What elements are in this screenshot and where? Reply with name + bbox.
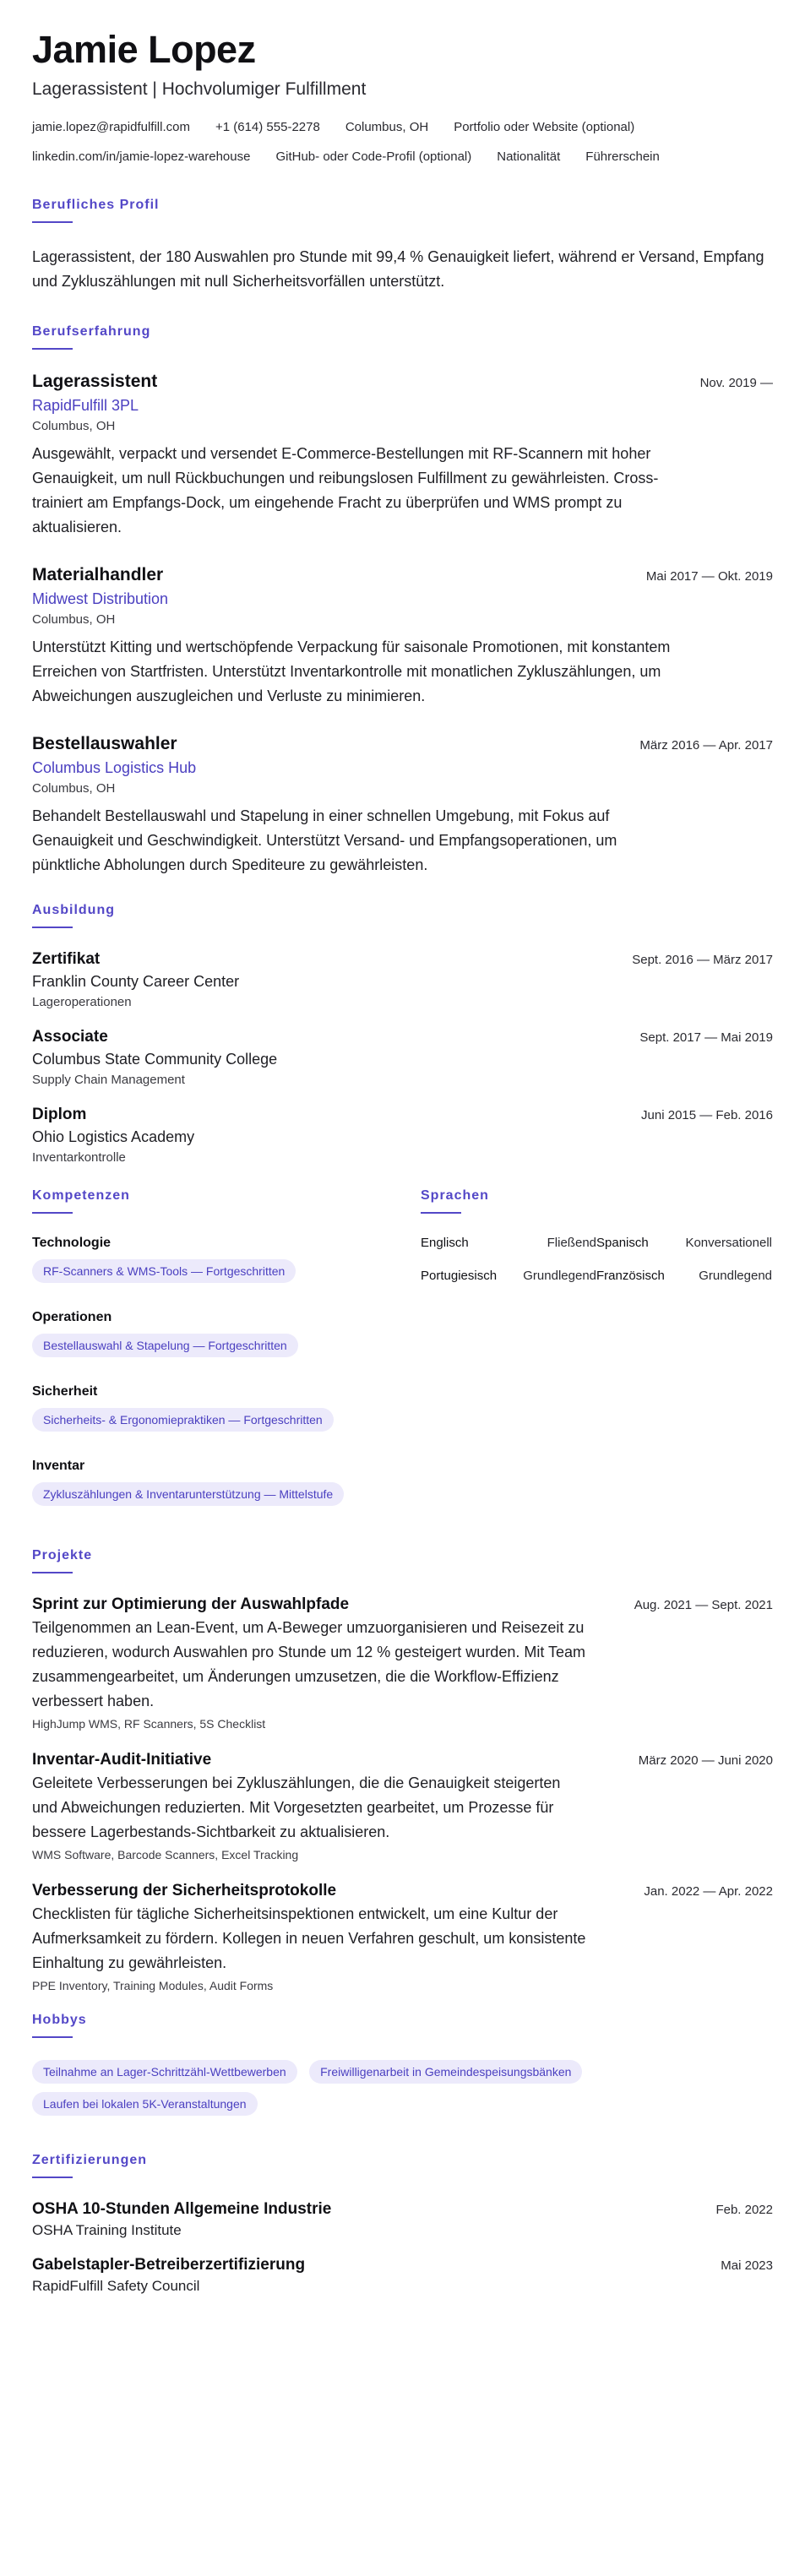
job-location: Columbus, OH <box>32 780 116 796</box>
language-item <box>421 1269 596 1283</box>
project-dates: Jan. 2022 — Apr. 2022 <box>644 1883 773 1899</box>
skill-pill: Bestellauswahl & Stapelung — Fortgeschritten <box>32 1334 298 1357</box>
education-item <box>32 1028 773 1087</box>
profile-section <box>32 198 773 294</box>
skill-category: Inventar <box>32 1458 85 1473</box>
contact-phone[interactable]: +1 (614) 555-2278 <box>215 119 320 134</box>
project-description: Checklisten für tägliche Sicherheitsinspektionen entwickelt, um eine Kultur der Aufmerksamkeit zu fördern. Kollegen in neuen Verfahren geschult, um konsistente Einhaltung zu gewährleisten. <box>32 1905 586 1971</box>
school-name: Ohio Logistics Academy <box>32 1128 195 1145</box>
degree: Associate <box>32 1027 108 1046</box>
education-dates: Sept. 2017 — Mai 2019 <box>639 1030 773 1045</box>
experience-item <box>32 372 773 540</box>
section-title: Kompetenzen <box>32 1187 130 1203</box>
project-dates: Aug. 2021 — Sept. 2021 <box>634 1597 773 1612</box>
experience-section <box>32 324 773 878</box>
school-name: Franklin County Career Center <box>32 972 240 990</box>
study-field: Inventarkontrolle <box>32 1149 126 1165</box>
profile-summary: Lagerassistent, der 180 Auswahlen pro Stunde mit 99,4 % Genauigkeit liefert, während er Versand, Empfang und Zykluszählungen mit null Sicherheitsvorfällen unterstützt. <box>32 247 764 290</box>
language-name: Portugiesisch <box>421 1268 498 1283</box>
study-field: Supply Chain Management <box>32 1072 185 1087</box>
degree: Zertifikat <box>32 949 101 968</box>
project-tools: WMS Software, Barcode Scanners, Excel Tracking <box>32 1847 299 1861</box>
skill-group <box>32 1384 421 1440</box>
hobby-pill: Teilnahme an Lager-Schrittzähl-Wettbewerben <box>32 2060 297 2084</box>
language-level: Konversationell <box>685 1235 772 1250</box>
skill-group <box>32 1310 421 1366</box>
section-title: Ausbildung <box>32 902 115 917</box>
project-name: Sprint zur Optimierung der Auswahlpfade <box>32 1595 350 1613</box>
skills-languages-row <box>32 1188 773 1533</box>
language-level: Grundlegend <box>523 1268 596 1283</box>
skill-category: Technologie <box>32 1235 112 1250</box>
language-item <box>596 1236 772 1250</box>
education-dates: Sept. 2016 — März 2017 <box>632 952 773 967</box>
education-dates: Juni 2015 — Feb. 2016 <box>641 1107 773 1122</box>
school-name: Columbus State Community College <box>32 1050 278 1068</box>
language-list <box>421 1236 773 1302</box>
certification-date: Feb. 2022 <box>715 2202 773 2217</box>
skill-category: Operationen <box>32 1309 112 1324</box>
section-divider <box>421 1212 461 1214</box>
job-location: Columbus, OH <box>32 418 116 433</box>
certification-item <box>32 2256 773 2295</box>
certification-name: Gabelstapler-Betreiberzertifizierung <box>32 2255 306 2274</box>
section-divider <box>32 1572 73 1573</box>
certification-name: OSHA 10-Stunden Allgemeine Industrie <box>32 2199 332 2218</box>
study-field: Lageroperationen <box>32 994 132 1009</box>
hobby-pill: Laufen bei lokalen 5K-Veranstaltungen <box>32 2092 258 2116</box>
certifications-section <box>32 2153 773 2295</box>
languages-section <box>421 1188 773 1533</box>
certification-issuer: RapidFulfill Safety Council <box>32 2277 200 2294</box>
section-title: Zertifizierungen <box>32 2152 148 2167</box>
contact-list <box>32 120 773 179</box>
section-divider <box>32 1212 73 1214</box>
contact-github[interactable]: GitHub- oder Code-Profil (optional) <box>275 149 472 164</box>
project-item <box>32 1595 773 1731</box>
certification-issuer: OSHA Training Institute <box>32 2221 182 2238</box>
job-dates: Mai 2017 — Okt. 2019 <box>645 568 773 584</box>
projects-section <box>32 1548 773 1992</box>
project-tools: HighJump WMS, RF Scanners, 5S Checklist <box>32 1716 266 1731</box>
resume-header <box>32 29 773 179</box>
section-title: Berufliches Profil <box>32 197 160 212</box>
skill-pill: Zykluszählungen & Inventarunterstützung — Mittelstufe <box>32 1482 344 1506</box>
section-divider <box>32 348 73 350</box>
section-title: Berufserfahrung <box>32 323 151 339</box>
skill-pill: RF-Scanners & WMS-Tools — Fortgeschritten <box>32 1259 296 1283</box>
skill-pill: Sicherheits- & Ergonomiepraktiken — Fortgeschritten <box>32 1408 334 1432</box>
job-description: Behandelt Bestellauswahl und Stapelung in einer schnellen Umgebung, mit Fokus auf Genauigkeit und Geschwindigkeit. Unterstützt Versand- und Empfangsoperationen, um pünktliche Abholungen durch Spediteure zu gewährleisten. <box>32 807 617 873</box>
skills-section <box>32 1188 421 1533</box>
certification-date: Mai 2023 <box>721 2258 773 2273</box>
project-description: Teilgenommen an Lean-Event, um A-Beweger umzuorganisieren und Reisezeit zu reduzieren, wodurch Auswahlen pro Stunde um 12 % gesteigert wurden. Mit Team zusammengearbeitet, um Änderungen umzusetzen, die die Workflow-Effizienz verbessert haben. <box>32 1618 586 1709</box>
contact-portfolio[interactable]: Portfolio oder Website (optional) <box>454 119 635 134</box>
contact-location: Columbus, OH <box>345 119 429 134</box>
experience-item <box>32 734 773 878</box>
language-name: Spanisch <box>596 1235 649 1250</box>
degree: Diplom <box>32 1105 87 1123</box>
language-name: Französisch <box>596 1268 665 1283</box>
skill-category: Sicherheit <box>32 1383 98 1399</box>
contact-linkedin[interactable]: linkedin.com/in/jamie-lopez-warehouse <box>32 149 251 164</box>
language-level: Fließend <box>547 1235 596 1250</box>
education-item <box>32 950 773 1009</box>
section-title: Hobbys <box>32 2012 87 2027</box>
section-divider <box>32 2177 73 2178</box>
hobby-pill: Freiwilligenarbeit in Gemeindespeisungsbänken <box>309 2060 582 2084</box>
skill-group <box>32 1236 421 1291</box>
section-title: Projekte <box>32 1547 93 1562</box>
project-name: Inventar-Audit-Initiative <box>32 1750 212 1769</box>
section-title: Sprachen <box>421 1187 489 1203</box>
education-section <box>32 903 773 1165</box>
project-item <box>32 1882 773 1992</box>
job-description: Unterstützt Kitting und wertschöpfende Verpackung für saisonale Promotionen, mit konstantem Erreichen von Startfristen. Unterstützt Inventarkontrolle mit monatlichen Zykluszählungen, um Abweichungen auszugleichen und Verluste zu minimieren. <box>32 638 671 704</box>
section-divider <box>32 927 73 928</box>
skill-group <box>32 1459 421 1514</box>
project-item <box>32 1751 773 1861</box>
hobby-list <box>32 2060 674 2124</box>
language-item <box>421 1236 596 1250</box>
job-title: Lagerassistent <box>32 371 158 391</box>
job-dates: März 2016 — Apr. 2017 <box>639 737 773 753</box>
company-name: RapidFulfill 3PL <box>32 396 139 414</box>
candidate-name: Jamie Lopez <box>32 28 256 71</box>
job-dates: Nov. 2019 — <box>699 375 773 390</box>
contact-license: Führerschein <box>585 149 660 164</box>
project-dates: März 2020 — Juni 2020 <box>638 1753 773 1768</box>
project-description: Geleitete Verbesserungen bei Zykluszählungen, die die Genauigkeit steigerten und Abweichungen reduzierten. Mit Vorgesetzten gearbeitet, um Prozesse für bessere Lagerbestands-Sichtbarkeit zu aktualisieren. <box>32 1774 561 1840</box>
language-level: Grundlegend <box>699 1268 772 1283</box>
company-name: Columbus Logistics Hub <box>32 758 197 776</box>
job-title: Materialhandler <box>32 564 164 584</box>
candidate-headline: Lagerassistent | Hochvolumiger Fulfillment <box>32 79 367 99</box>
language-item <box>596 1269 772 1283</box>
section-divider <box>32 2036 73 2038</box>
contact-email[interactable]: jamie.lopez@rapidfulfill.com <box>32 119 190 134</box>
company-name: Midwest Distribution <box>32 590 169 607</box>
job-title: Bestellauswahler <box>32 733 177 753</box>
certification-item <box>32 2200 773 2239</box>
section-divider <box>32 221 73 223</box>
job-location: Columbus, OH <box>32 611 116 627</box>
project-tools: PPE Inventory, Training Modules, Audit Forms <box>32 1978 274 1992</box>
project-name: Verbesserung der Sicherheitsprotokolle <box>32 1881 337 1899</box>
education-item <box>32 1106 773 1165</box>
experience-item <box>32 565 773 709</box>
job-description: Ausgewählt, verpackt und versendet E-Commerce-Bestellungen mit RF-Scannern mit hoher Genauigkeit, um null Rückbuchungen und reibungslosen Fulfillment zu gewährleisten. Cross-trainiert am Empfangs-Dock, um eingehende Fracht zu überprüfen und WMS prompt zu aktualisieren. <box>32 444 659 535</box>
hobbies-section <box>32 2013 773 2124</box>
language-name: Englisch <box>421 1235 469 1250</box>
contact-nationality: Nationalität <box>497 149 561 164</box>
